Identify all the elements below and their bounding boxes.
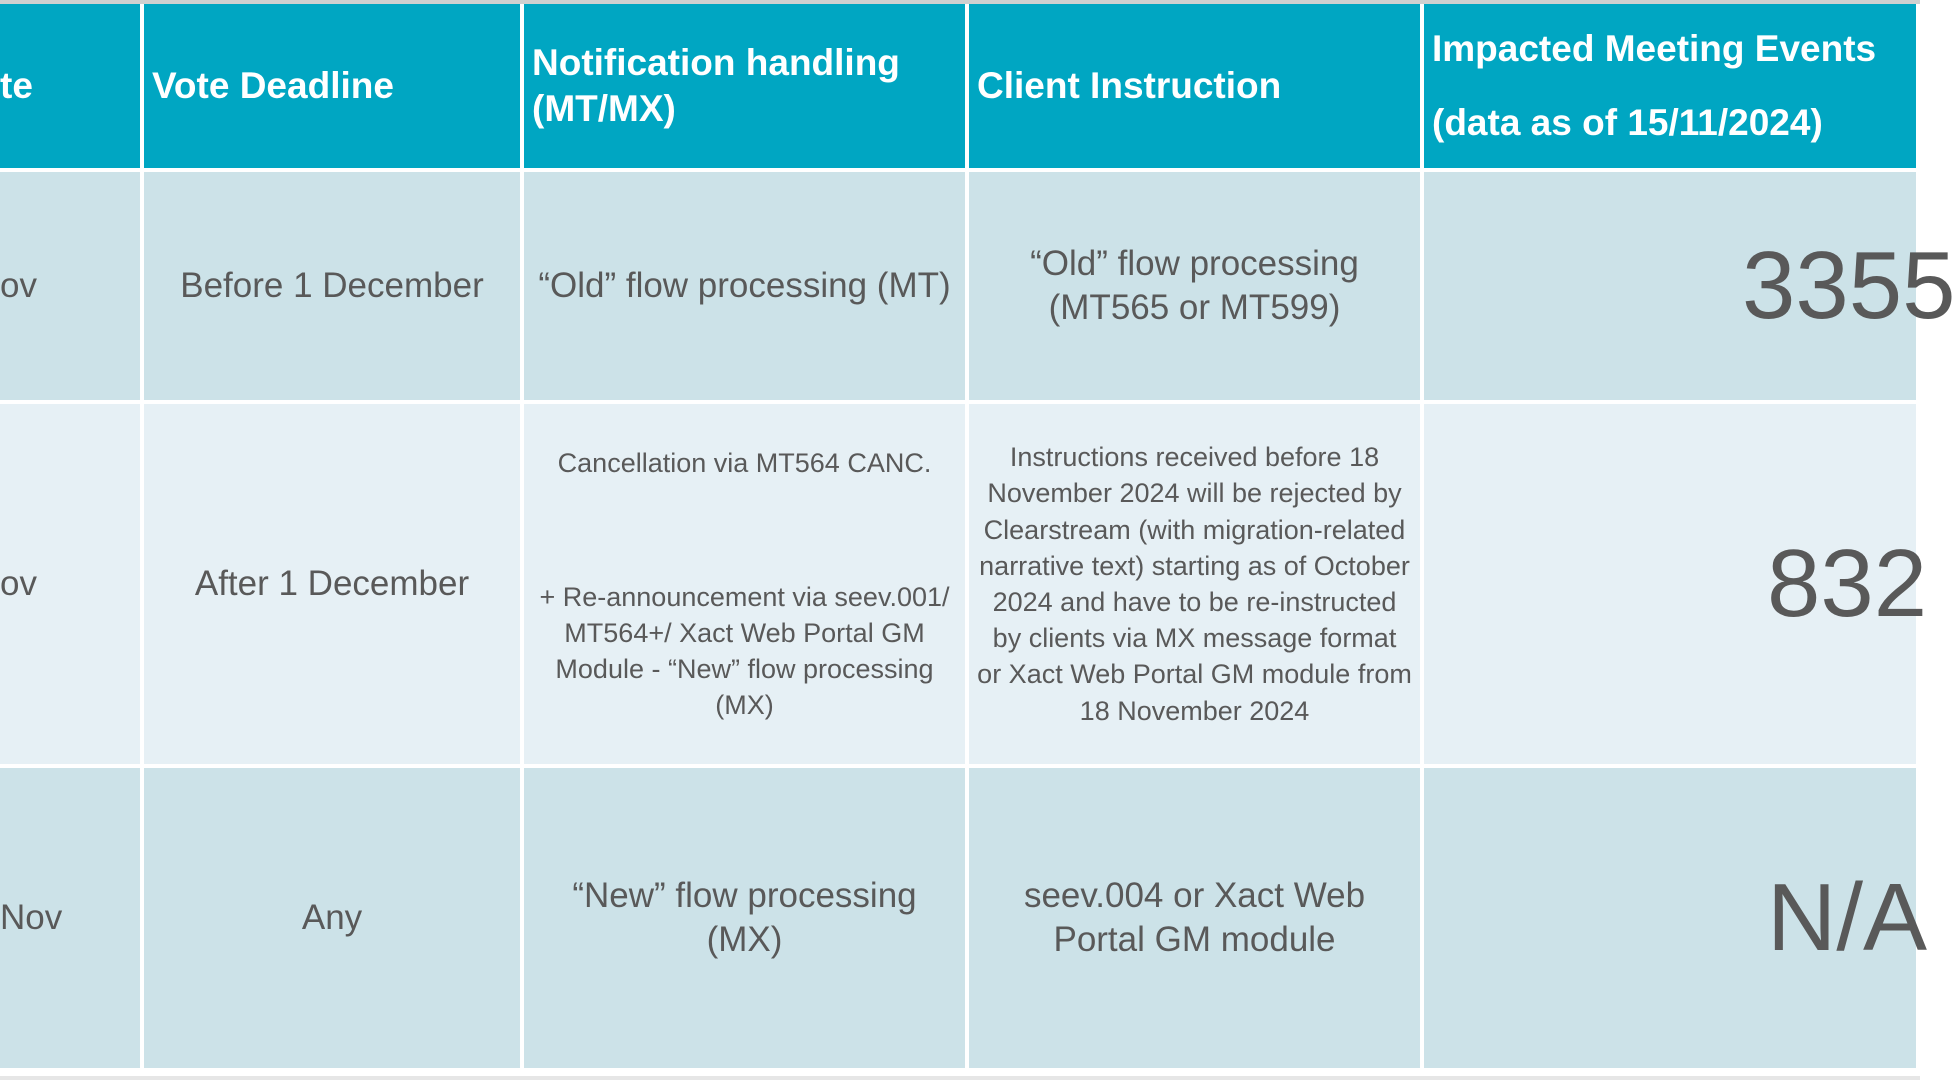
cell-notification: “New” flow processing (MX) — [524, 768, 969, 1072]
table-row — [0, 172, 1920, 404]
impacted-count-value: 832 — [1767, 530, 1928, 637]
cell-vote-deadline: Any — [144, 768, 524, 1072]
header-notification-handling: Notification handling (MT/MX) — [524, 4, 969, 172]
notification-cancellation: Cancellation via MT564 CANC. — [557, 447, 932, 478]
header-date: te — [0, 4, 144, 172]
cell-client-instruction: “Old” flow processing (MT565 or MT599) — [969, 172, 1424, 404]
impacted-count-value: N/A — [1767, 864, 1928, 971]
cell-date: Nov — [0, 768, 144, 1072]
cell-impacted-count — [1424, 404, 1928, 768]
header-client-instruction: Client Instruction — [969, 4, 1424, 172]
header-impacted-title: Impacted Meeting Events — [1432, 27, 1877, 69]
cell-impacted-count — [1424, 172, 1956, 404]
bottom-border — [0, 1076, 1920, 1080]
cell-vote-deadline: After 1 December — [144, 404, 524, 768]
header-data-date: (data as of 15/11/2024) — [1432, 102, 1823, 143]
migration-impact-table — [0, 4, 1956, 1072]
cell-impacted-count — [1424, 768, 1928, 1072]
notification-reannouncement: + Re-announcement via seev.001/ MT564+/ Xact Web Portal GM Module - “New” flow processing (MX) — [539, 581, 950, 721]
header-impacted-meeting-events — [1424, 4, 1920, 172]
cell-client-instruction: seev.004 or Xact Web Portal GM module — [969, 768, 1424, 1072]
table-header-row — [0, 4, 1920, 172]
cell-notification — [524, 404, 969, 768]
cell-notification: “Old” flow processing (MT) — [524, 172, 969, 404]
table-row — [0, 768, 1920, 1072]
table-row — [0, 404, 1920, 768]
header-vote-deadline: Vote Deadline — [144, 4, 524, 172]
impacted-count-value: 3355 — [1742, 232, 1956, 339]
cell-date: ov — [0, 172, 144, 404]
cell-date: ov — [0, 404, 144, 768]
cell-client-instruction: Instructions received before 18 November 2024 will be rejected by Clearstream (with migration-related narrative text) starting as of October 2024 and have to be re-instructed by clients via MX message format or Xact Web Portal GM module from 18 November 2024 — [969, 404, 1424, 768]
cell-vote-deadline: Before 1 December — [144, 172, 524, 404]
